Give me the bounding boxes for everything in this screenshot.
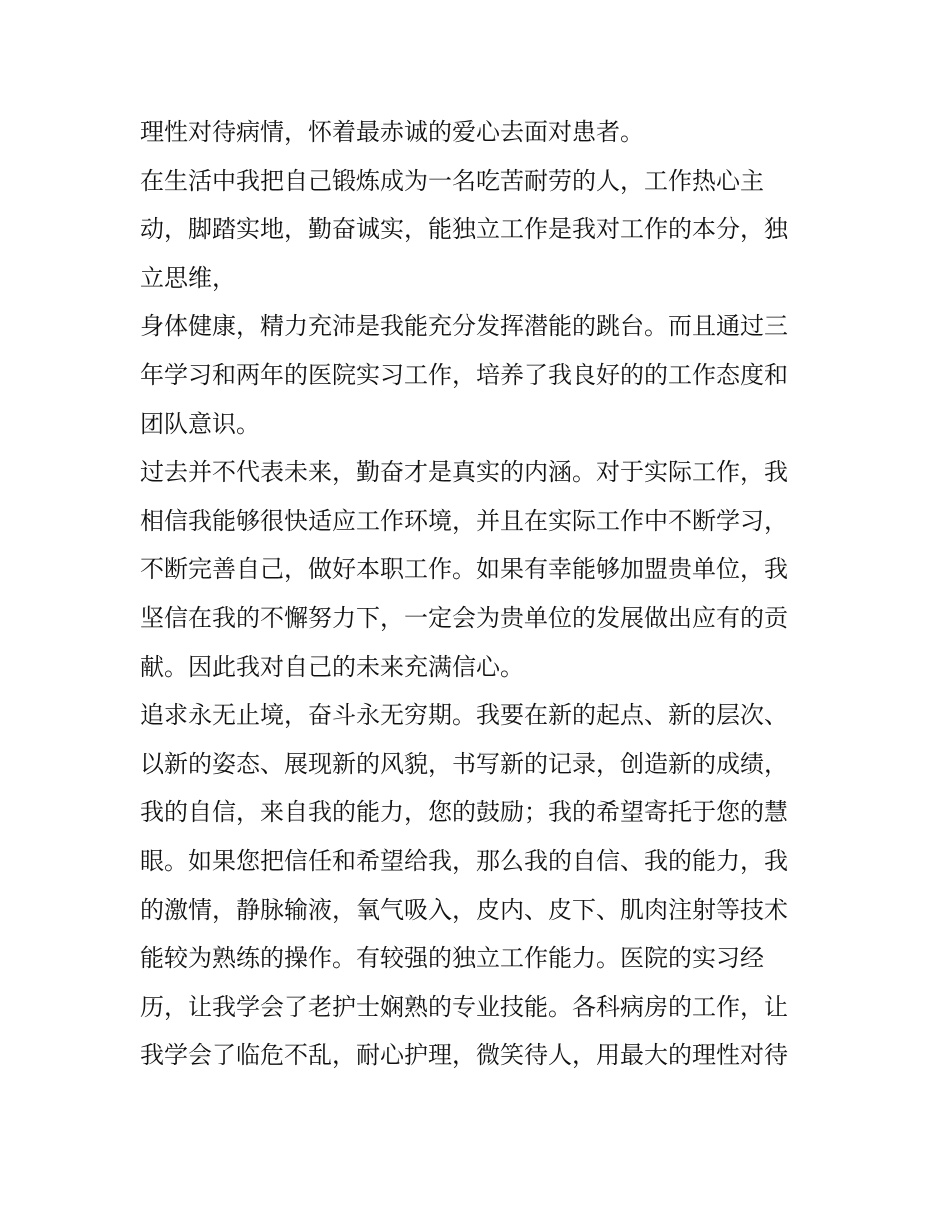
- text-line: 追求永无止境，奋斗永无穷期。我要在新的起点、新的层次、: [140, 701, 788, 730]
- text-line: 能较为熟练的操作。有较强的独立工作能力。医院的实习经: [140, 944, 764, 973]
- document-body-text: [140, 108, 815, 1080]
- text-line: 年学习和两年的医院实习工作，培养了我良好的的工作态度和: [140, 360, 788, 389]
- text-line: 在生活中我把自己锻炼成为一名吃苦耐劳的人，工作热心主: [140, 166, 764, 195]
- text-line: 理性对待病情，怀着最赤诚的爱心去面对患者。: [140, 118, 644, 146]
- text-line: 过去并不代表未来，勤奋才是真实的内涵。对于实际工作，我: [140, 458, 788, 487]
- text-line: 立思维，: [140, 263, 236, 292]
- text-line: 历，让我学会了老护士娴熟的专业技能。各科病房的工作，让: [140, 992, 788, 1021]
- text-line: 身体健康，精力充沛是我能充分发挥潜能的跳台。而且通过三: [140, 312, 788, 341]
- text-line: 不断完善自己，做好本职工作。如果有幸能够加盟贵单位，我: [140, 555, 788, 584]
- text-line: 我的自信，来自我的能力，您的鼓励；我的希望寄托于您的慧: [140, 798, 788, 827]
- text-line: 眼。如果您把信任和希望给我，那么我的自信、我的能力，我: [140, 846, 788, 875]
- text-line: 以新的姿态、展现新的风貌，书写新的记录，创造新的成绩，: [140, 749, 788, 778]
- text-line: 坚信在我的不懈努力下，一定会为贵单位的发展做出应有的贡: [140, 603, 788, 632]
- text-line: 我学会了临危不乱，耐心护理，微笑待人，用最大的理性对待: [140, 1041, 788, 1070]
- text-line: 动，脚踏实地，勤奋诚实，能独立工作是我对工作的本分，独: [140, 215, 788, 244]
- text-line: 的激情，静脉输液，氧气吸入，皮内、皮下、肌肉注射等技术: [140, 895, 788, 924]
- text-line: 团队意识。: [140, 409, 260, 438]
- text-line: 献。因此我对自己的未来充满信心。: [140, 652, 524, 681]
- text-line: 相信我能够很快适应工作环境，并且在实际工作中不断学习，: [140, 506, 788, 535]
